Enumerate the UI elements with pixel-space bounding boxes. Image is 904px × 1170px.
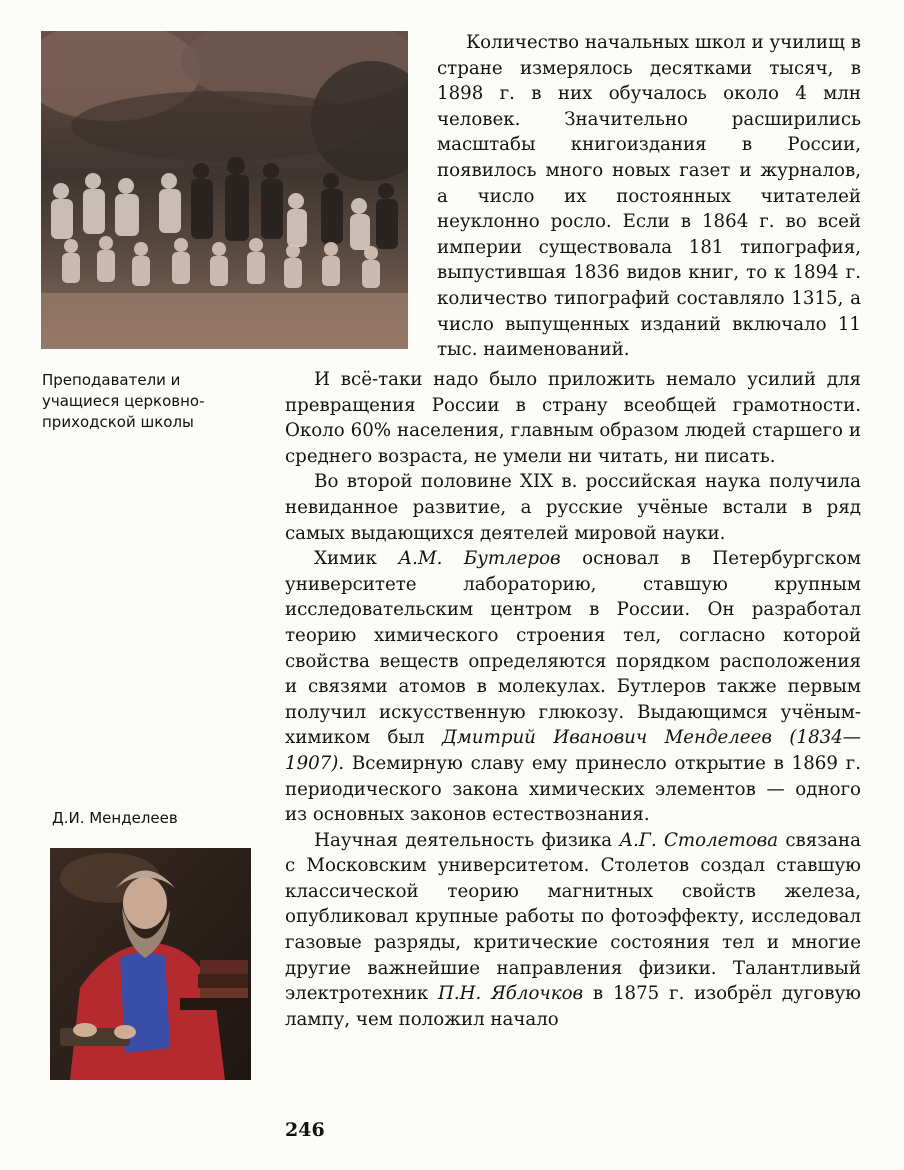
paragraph-chemists: Химик А.М. Бутлеров основал в Петербургском университете лабораторию, ставшую крупным исследовательским центром в России. Он разработал теорию химического строения тел, согласно которой свойства веществ определяются порядком расположения и связями атомов в молекулах. Бутлеров также первым получил искусственную глюкозу. Выдающимся учёным-химиком был Дмитрий Иванович Менделеев (1834—1907). Всемирную славу ему принесло открытие в 1869 г. периодического закона химических элементов — одного из основных законов естествознания.: [285, 548, 861, 826]
name-butlerov: А.М. Бутлеров: [398, 548, 561, 570]
school-photo-caption: Преподаватели и учащиеся церковно-приходской школы: [42, 371, 205, 431]
paragraph-schools: Количество начальных школ и училищ в стране измерялось десятками тысяч, в 1898 г. в них обучалось около 4 млн человек. Значительно расширились масштабы книгоиздания в России, появилось много новых газет и журналов, а число их постоянных читателей неуклонно росло. Если в 1864 г. во всей империи существовала 181 типография, выпустившая 1836 видов книг, то к 1894 г. количество типографий составляло 1315, а число выпущенных изданий включало 11 тыс. наименований.: [437, 32, 861, 361]
school-photo: [41, 31, 408, 349]
name-yablochkov: П.Н. Яблочков: [438, 983, 584, 1005]
paragraph-physicists: Научная деятельность физика А.Г. Столетова связана с Московским университетом. Столетов создал ставшую классической теорию магнитных свойств железа, опубликовал крупные работы по фотоэффекту, исследовал газовые разряды, критические состояния тел и многие другие важнейшие направления физики. Талантливый электротехник П.Н. Яблочков в 1875 г. изобрёл дуговую лампу, чем положил начало: [285, 829, 861, 1030]
name-mendeleev: Дмитрий Иванович Менделеев (1834—1907): [285, 727, 861, 774]
paragraph-literacy: И всё-таки надо было приложить немало усилий для превращения России в страну всеобщей грамотности. Около 60% населения, главным образом людей старшего и среднего возраста, не умели ни читать, ни писать.: [285, 369, 861, 467]
paragraph-science: Во второй половине XIX в. российская наука получила невиданное развитие, а русские учёные встали в ряд самых выдающихся деятелей мировой науки.: [285, 471, 861, 544]
text-column-top: [437, 30, 861, 363]
name-stoletov: А.Г. Столетова: [619, 829, 779, 851]
text-column-main: [285, 367, 861, 1032]
mendeleev-portrait-caption: Д.И. Менделеев: [52, 809, 178, 827]
page-number: 246: [285, 1119, 325, 1141]
mendeleev-portrait: [50, 848, 251, 1080]
